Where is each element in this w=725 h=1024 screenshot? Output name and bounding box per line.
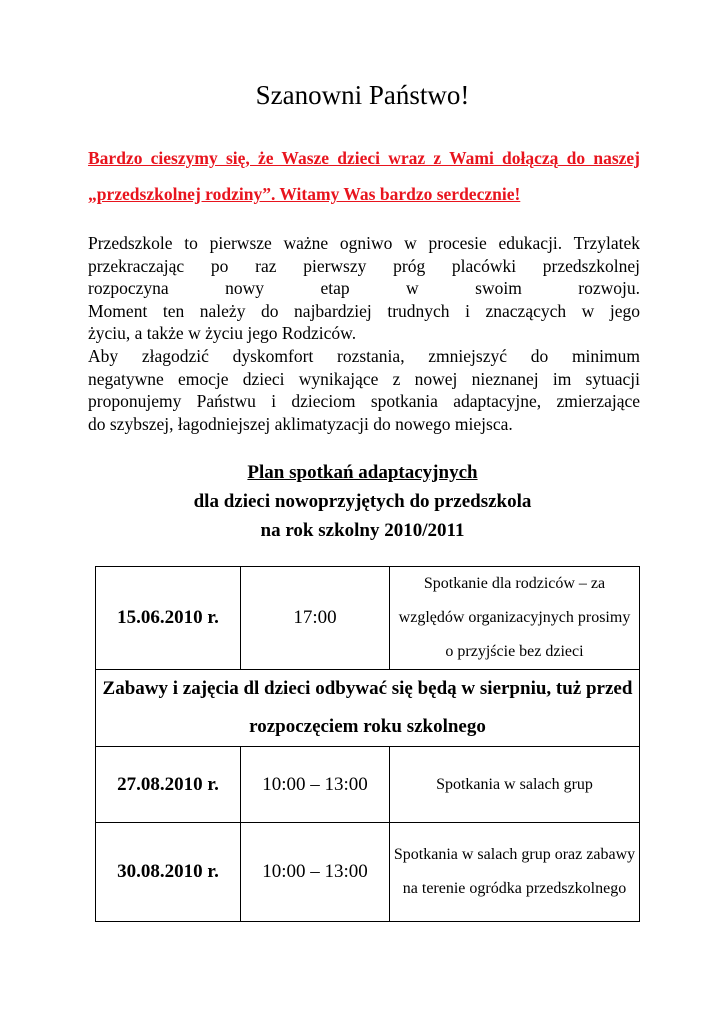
table-row [96, 670, 640, 747]
schedule-table [95, 566, 640, 922]
page-title: Szanowni Państwo! [255, 80, 470, 110]
plan-heading-subtitle: dla dzieci nowoprzyjętych do przedszkola [193, 491, 532, 512]
table-row [96, 747, 640, 823]
intro-line: Moment ten należy do najbardziej trudnych i znaczących w jego [88, 300, 640, 321]
intro-line: przekraczając po raz pierwszy próg placówki przedszkolnej [88, 255, 640, 276]
intro-line: negatywne emocje dzieci wynikające z nowej nieznanej im sytuacji [88, 368, 640, 389]
intro-line: życiu, a także w życiu jego Rodziców. [88, 323, 357, 344]
meeting-time: 10:00 – 13:00 [241, 823, 390, 922]
meeting-date: 30.08.2010 r. [96, 823, 241, 922]
welcome-message: Bardzo cieszymy się, że Wasze dzieci wraz z Wami dołączą do naszej „przedszkolnej rodziny”. Witamy Was bardzo serdecznie! [88, 148, 640, 204]
meeting-description: Spotkanie dla rodziców – za względów organizacyjnych prosimy o przyjście bez dzieci [390, 567, 640, 670]
intro-paragraph [88, 232, 640, 435]
plan-heading-title: Plan spotkań adaptacyjnych [247, 462, 478, 483]
meeting-date: 27.08.2010 r. [96, 747, 241, 823]
intro-line: do szybszej, łagodniejszej aklimatyzacji do nowego miejsca. [88, 413, 513, 434]
intro-line: Aby złagodzić dyskomfort rozstania, zmniejszyć do minimum [88, 345, 640, 366]
plan-heading [0, 458, 725, 545]
meeting-description: Spotkania w salach grup [390, 747, 640, 823]
table-row [96, 823, 640, 922]
table-row [96, 567, 640, 670]
intro-line: Przedszkole to pierwsze ważne ogniwo w procesie edukacji. Trzylatek [88, 233, 640, 253]
meeting-description: Spotkania w salach grup oraz zabawy na terenie ogródka przedszkolnego [390, 823, 640, 922]
intro-line: proponujemy Państwu i dzieciom spotkania adaptacyjne, zmierzające [88, 391, 640, 412]
august-note: Zabawy i zajęcia dl dzieci odbywać się będą w sierpniu, tuż przed rozpoczęciem roku szkolnego [96, 670, 640, 747]
meeting-time: 17:00 [241, 567, 390, 670]
plan-heading-year: na rok szkolny 2010/2011 [260, 520, 465, 541]
meeting-time: 10:00 – 13:00 [241, 747, 390, 823]
meeting-date: 15.06.2010 r. [96, 567, 241, 670]
intro-line: rozpoczyna nowy etap w swoim rozwoju. [88, 278, 640, 299]
